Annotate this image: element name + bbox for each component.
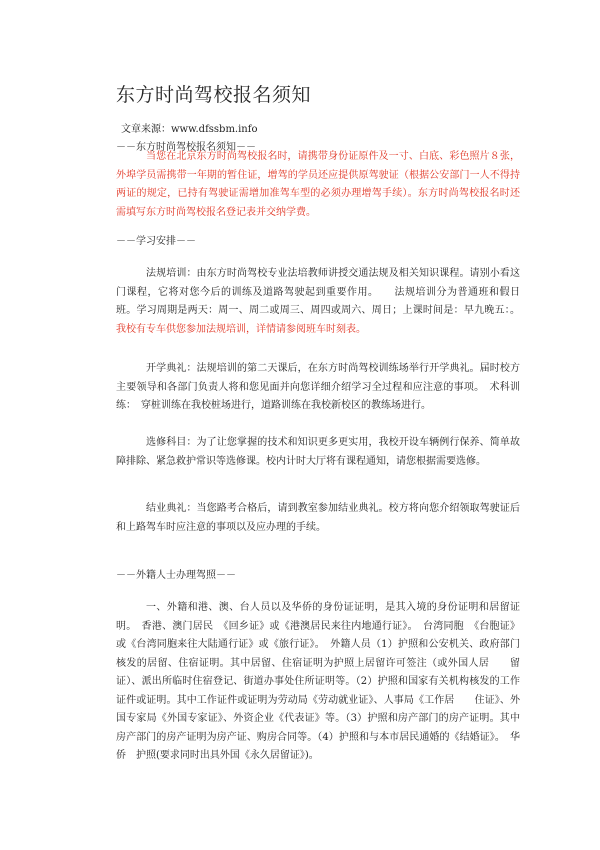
- foreign-nationals-paragraph: 一、外籍和港、澳、台人员以及华侨的身份证证明，是其入境的身份证明和居留证明。 香港、澳门居民 《回乡证》或《港澳居民来往内地通行证》。 台湾同胞 《台胞证》或《台湾同胞来往大陆通行证》或《旅行证》。 外籍人员（1）护照和公安机关、政府部门核发的居留、住宿证明。其中居留、住宿证明为护照上居留许可签注（或外国人居 留证）、派出所临时住宿登记、街道办事处住所证明等。（2）护照和国家有关机构核发的工作证件或证明。其中工作证件或证明为劳动局《劳动就业证》、人事局《工作居 住证》、外国专家局《外国专家证》、外资企业《代表证》等。（3）护照和房产部门的房产证明。其中房产部门的房产证明为房产证、购房合同等。（4）护照和与本市居民通婚的《结婚证》。 华侨 护照(要求同时出具外国《永久居留证》)。: [116, 602, 520, 761]
- article-source: 文章来源：www.dfssbm.info: [121, 124, 258, 135]
- registration-intro-paragraph: 当您在北京东方时尚驾校报名时，请携带身份证原件及一寸、白底、彩色照片８张，外埠学员需携带一年期的暂住证，增驾的学员还应提供原驾驶证（根据公安部门一人不得持两证的规定，已持有驾驶证需增加准驾车型的必须办理增驾手续）。东方时尚驾校报名时还需填写东方时尚驾校报名登记表并交纳学费。: [116, 151, 520, 218]
- electives-paragraph: 选修科目：为了让您掌握的技术和知识更多更实用，我校开设车辆例行保养、简单故障排除、紧急救护常识等选修课。校内计时大厅将有课程通知，请您根据需要选修。: [116, 437, 520, 467]
- section-heading-foreign: －－外籍人士办理驾照－－: [116, 570, 236, 581]
- graduation-paragraph: 结业典礼：当您路考合格后，请到教室参加结业典礼。校方将向您介绍领取驾驶证后和上路驾车时应注意的事项以及应办理的手续。: [116, 503, 520, 533]
- page-title: 东方时尚驾校报名须知: [116, 84, 312, 106]
- regulation-training-text: 法规培训：由东方时尚驾校专业法培教师讲授交通法规及相关知识课程。请别小看这门课程，它将对您今后的训练及道路驾驶起到重要作用。 法规培训分为普通班和假日班。学习周期是两天：周一、周二或周三、周四或周六、周日；上课时间是：早九晚五：。: [116, 268, 520, 316]
- section-heading-registration: －－东方时尚驾校报名须知－－: [116, 142, 256, 153]
- opening-ceremony-paragraph: 开学典礼：法规培训的第二天课后，在东方时尚驾校训练场举行开学典礼。届时校方主要领导和各部门负责人将和您见面并向您详细介绍学习全过程和应注意的事项。 术科训练： 穿桩训练在我校桩场进行，道路训练在我校新校区的教练场进行。: [116, 363, 520, 411]
- shuttle-bus-notice: 我校有专车供您参加法规培训，详情请参阅班车时刻表。: [116, 323, 366, 335]
- section-heading-study: －－学习安排－－: [116, 236, 196, 247]
- regulation-training-paragraph: [116, 265, 520, 339]
